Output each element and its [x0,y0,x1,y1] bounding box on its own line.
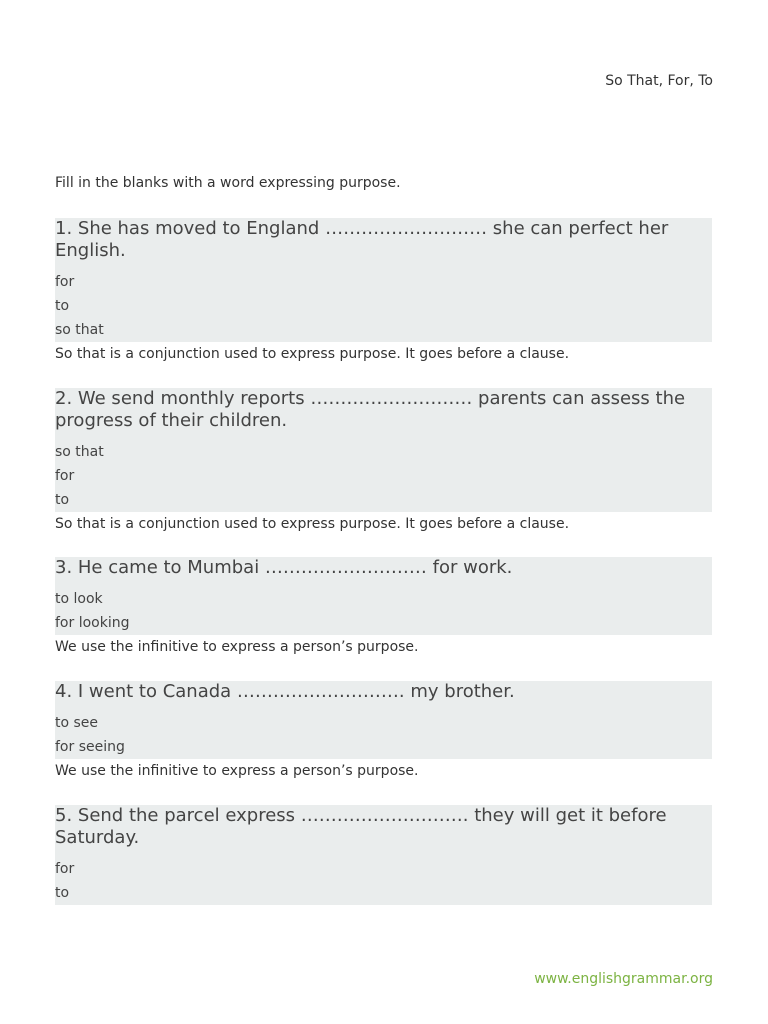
option-to[interactable]: to [55,298,70,314]
question-3 [55,557,712,659]
explanation-text: So that is a conjunction used to express purpose. It goes before a clause. [55,516,570,532]
option-to[interactable]: to [55,885,70,901]
option-to-look[interactable]: to look [55,591,103,607]
question-text: 2. We send monthly reports ……………………… parents can assess the progress of their children. [55,388,686,431]
options-list [55,262,712,342]
question-box [55,557,712,635]
option-for[interactable]: for [55,274,75,290]
option-to[interactable]: to [55,492,70,508]
option-so-that[interactable]: so that [55,322,104,338]
option-for-looking[interactable]: for looking [55,615,130,631]
question-5 [55,805,712,905]
explanation-text: We use the infinitive to express a person’s purpose. [55,639,419,655]
page-header-title: So That, For, To [605,73,713,89]
question-box [55,218,712,342]
question-box [55,681,712,759]
question-box [55,805,712,905]
option-to-see[interactable]: to see [55,715,99,731]
question-text: 5. Send the parcel express ………………………. they will get it before Saturday. [55,805,667,848]
question-box [55,388,712,512]
explanation-text: So that is a conjunction used to express purpose. It goes before a clause. [55,346,570,362]
footer-website-link[interactable]: www.englishgrammar.org [534,971,713,987]
instructions-text: Fill in the blanks with a word expressing purpose. [55,175,401,191]
options-list [55,579,712,635]
question-text: 1. She has moved to England ……………………… she can perfect her English. [55,218,669,261]
options-list [55,432,712,512]
option-for-seeing[interactable]: for seeing [55,739,125,755]
option-for[interactable]: for [55,861,75,877]
question-1 [55,218,712,366]
options-list [55,849,712,905]
explanation-text: We use the infinitive to express a person’s purpose. [55,763,419,779]
options-list [55,703,712,759]
question-text: 3. He came to Mumbai ……………………… for work. [55,557,513,578]
question-2 [55,388,712,536]
question-text: 4. I went to Canada ………………………. my brother. [55,681,515,702]
option-so-that[interactable]: so that [55,444,104,460]
question-4 [55,681,712,783]
option-for[interactable]: for [55,468,75,484]
